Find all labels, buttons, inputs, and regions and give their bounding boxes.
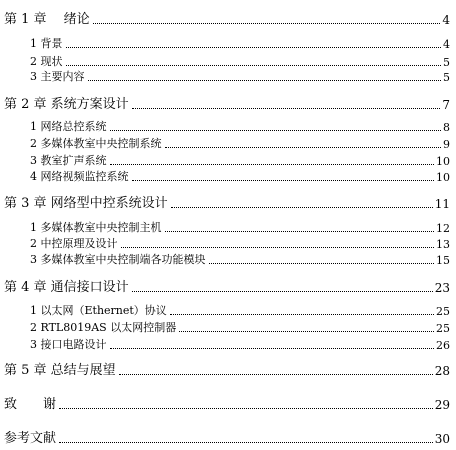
dot-leader bbox=[179, 330, 434, 332]
toc-section-3-2 bbox=[30, 235, 450, 251]
dot-leader bbox=[110, 129, 442, 131]
dot-leader bbox=[132, 107, 441, 109]
toc-entry-label: 第 4 章 通信接口设计 bbox=[4, 280, 129, 295]
toc-page-number: 10 bbox=[436, 171, 450, 184]
dot-leader bbox=[121, 246, 435, 248]
toc-references bbox=[4, 427, 450, 446]
toc-entry-label: 1 网络总控系统 bbox=[30, 120, 107, 133]
dot-leader bbox=[59, 407, 433, 409]
toc-page-number: 15 bbox=[436, 254, 450, 267]
toc-section-1-1 bbox=[30, 35, 450, 51]
toc-section-2-1 bbox=[30, 118, 450, 134]
dot-leader bbox=[209, 262, 435, 264]
toc-page-number: 5 bbox=[443, 56, 450, 69]
toc-page-number: 10 bbox=[436, 155, 450, 168]
dot-leader bbox=[110, 347, 435, 349]
dot-leader bbox=[88, 79, 442, 81]
toc-entry-label: 2 多媒体教室中央控制系统 bbox=[30, 137, 162, 150]
toc-section-2-2 bbox=[30, 135, 450, 151]
toc-entry-label: 1 以太网（Ethernet）协议 bbox=[30, 304, 167, 317]
toc-section-4-1 bbox=[30, 302, 450, 318]
toc-page-number: 30 bbox=[434, 432, 450, 446]
toc-section-2-4 bbox=[30, 168, 450, 184]
toc-section-1-3 bbox=[30, 68, 450, 84]
toc-page-number: 4 bbox=[443, 38, 450, 51]
toc-entry-label: 1 多媒体教室中央控制主机 bbox=[30, 221, 162, 234]
dot-leader bbox=[132, 179, 435, 181]
toc-page-number: 25 bbox=[436, 322, 450, 335]
toc-chapter-5 bbox=[4, 359, 450, 378]
toc-page-number: 29 bbox=[434, 398, 450, 412]
toc-entry-label: 2 中控原理及设计 bbox=[30, 237, 118, 250]
toc-entry-label: 参考文献 bbox=[4, 431, 57, 446]
toc-chapter-3 bbox=[4, 192, 450, 211]
toc-page-number: 5 bbox=[443, 71, 450, 84]
toc-entry-label: 致 谢 bbox=[4, 397, 57, 412]
toc-page-number: 12 bbox=[436, 222, 450, 235]
toc-page-number: 26 bbox=[436, 339, 450, 352]
toc-entry-label: 1 背景 bbox=[30, 37, 63, 50]
toc-entry-label: 4 网络视频监控系统 bbox=[30, 170, 129, 183]
toc-entry-label: 2 现状 bbox=[30, 55, 63, 68]
toc-page-number: 11 bbox=[434, 197, 450, 211]
toc-page-number: 7 bbox=[442, 98, 450, 112]
toc-page-number: 23 bbox=[434, 281, 450, 295]
toc-entry-label: 3 接口电路设计 bbox=[30, 338, 107, 351]
toc-page-number: 25 bbox=[436, 305, 450, 318]
toc-chapter-2 bbox=[4, 93, 450, 112]
toc-page-number: 9 bbox=[443, 138, 450, 151]
dot-leader bbox=[110, 163, 435, 165]
toc-chapter-1 bbox=[4, 8, 450, 27]
toc-section-1-2 bbox=[30, 53, 450, 69]
toc-entry-label: 第 2 章 系统方案设计 bbox=[4, 97, 129, 112]
toc-page-number: 13 bbox=[436, 238, 450, 251]
dot-leader bbox=[165, 146, 442, 148]
dot-leader bbox=[59, 441, 433, 443]
dot-leader bbox=[165, 230, 435, 232]
toc-entry-label: 第 1 章 绪论 bbox=[4, 12, 90, 27]
toc-entry-label: 3 教室扩声系统 bbox=[30, 154, 107, 167]
dot-leader bbox=[93, 22, 441, 24]
toc-entry-label: 3 主要内容 bbox=[30, 70, 85, 83]
toc-section-3-3 bbox=[30, 251, 450, 267]
toc-page-number: 8 bbox=[443, 121, 450, 134]
dot-leader bbox=[132, 290, 433, 292]
dot-leader bbox=[66, 46, 442, 48]
toc-chapter-4 bbox=[4, 276, 450, 295]
dot-leader bbox=[119, 373, 433, 375]
toc-section-4-2 bbox=[30, 319, 450, 335]
toc-page-number: 4 bbox=[442, 13, 450, 27]
toc-section-4-3 bbox=[30, 336, 450, 352]
toc-section-2-3 bbox=[30, 152, 450, 168]
dot-leader bbox=[171, 206, 433, 208]
toc-acknowledgements bbox=[4, 393, 450, 412]
toc-entry-label: 2 RTL8019AS 以太网控制器 bbox=[30, 321, 177, 334]
toc-entry-label: 第 5 章 总结与展望 bbox=[4, 363, 116, 378]
toc-entry-label: 第 3 章 网络型中控系统设计 bbox=[4, 196, 168, 211]
toc-entry-label: 3 多媒体教室中央控制端各功能模块 bbox=[30, 253, 206, 266]
toc-section-3-1 bbox=[30, 219, 450, 235]
dot-leader bbox=[66, 64, 442, 66]
toc-page-number: 28 bbox=[434, 364, 450, 378]
dot-leader bbox=[170, 313, 434, 315]
